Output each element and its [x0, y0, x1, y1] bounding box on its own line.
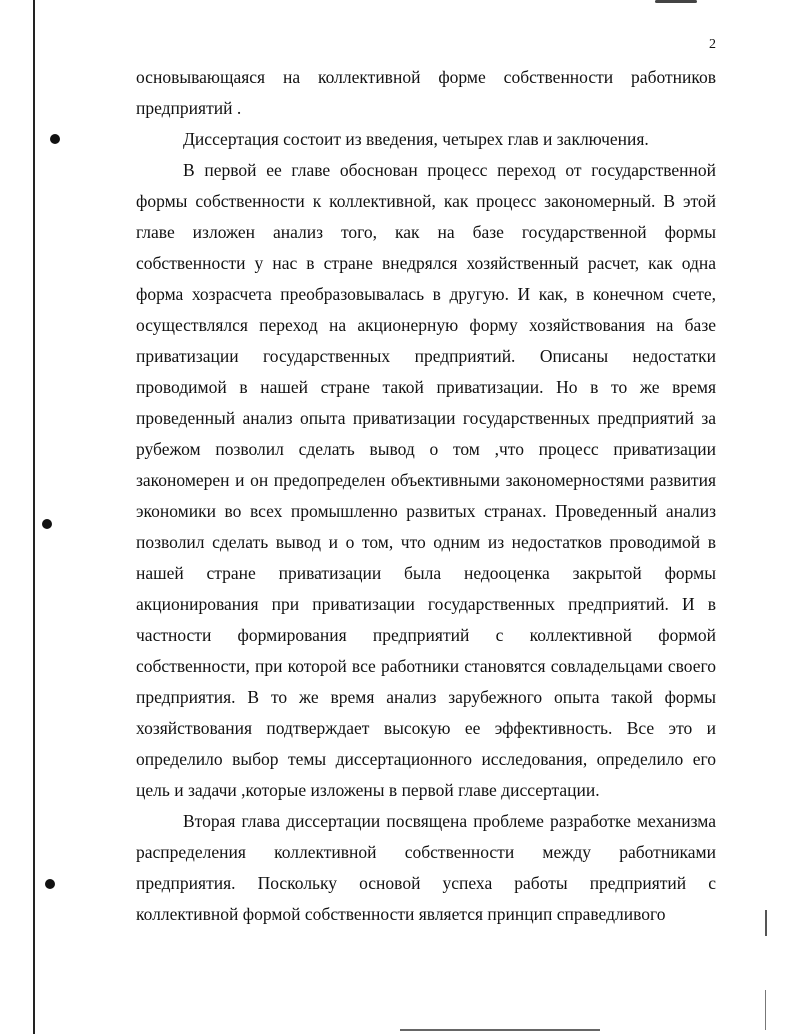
page-number: 2	[709, 37, 716, 52]
scan-right-mark	[765, 910, 767, 936]
punch-hole-bottom	[45, 879, 55, 889]
punch-hole-middle	[42, 519, 52, 529]
scan-bottom-mark	[400, 1029, 600, 1031]
scan-right-mark-lower	[765, 990, 766, 1030]
paragraph-chapter-one: В первой ее главе обоснован процесс переход от государственной формы собственности к коллективной, как процесс закономерный. В этой главе изложен анализ того, как на базе государственной формы собственности у нас в стране внедрялся хозяйственный расчет, как одна форма хозрасчета преобразовывалась в другую. И как, в конечном счете, осуществлялся переход на акционерную форму хозяйствования на базе приватизации государственных предприятий. Описаны недостатки проводимой в нашей стране такой приватизации. Но в то же время проведенный анализ опыта приватизации государственных предприятий за рубежом позволил сделать вывод о том ,что процесс приватизации закономерен и он предопределен объективными закономерностями развития экономики во всех промышленно развитых странах. Проведенный анализ позволил сделать вывод и о том, что одним из недостатков проводимой в нашей стране приватизации была недооценка закрытой формы акционирования при приватизации государственных предприятий. И в частности формирования предприятий с коллективной формой собственности, при которой все работники становятся совладельцами своего предприятия. В то же время анализ зарубежного опыта такой формы хозяйствования подтверждает высокую ее эффективность. Все это и определило выбор темы диссертационного исследования, определило его цель и задачи ,которые изложены в первой главе диссертации.	[136, 160, 716, 800]
scan-left-edge	[33, 0, 35, 1034]
paragraph-structure: Диссертация состоит из введения, четырех глав и заключения.	[183, 129, 649, 149]
scan-top-mark	[655, 0, 697, 3]
paragraph-chapter-two: Вторая глава диссертации посвящена проблеме разработке механизма распределения коллективной собственности между работниками предприятия. Поскольку основой успеха работы предприятий с коллективной формой собственности является принцип справедливого	[136, 811, 716, 924]
page-body	[136, 62, 716, 930]
punch-hole-top	[50, 134, 60, 144]
paragraph-continuation: основывающаяся на коллективной форме собственности работников предприятий .	[136, 67, 716, 118]
